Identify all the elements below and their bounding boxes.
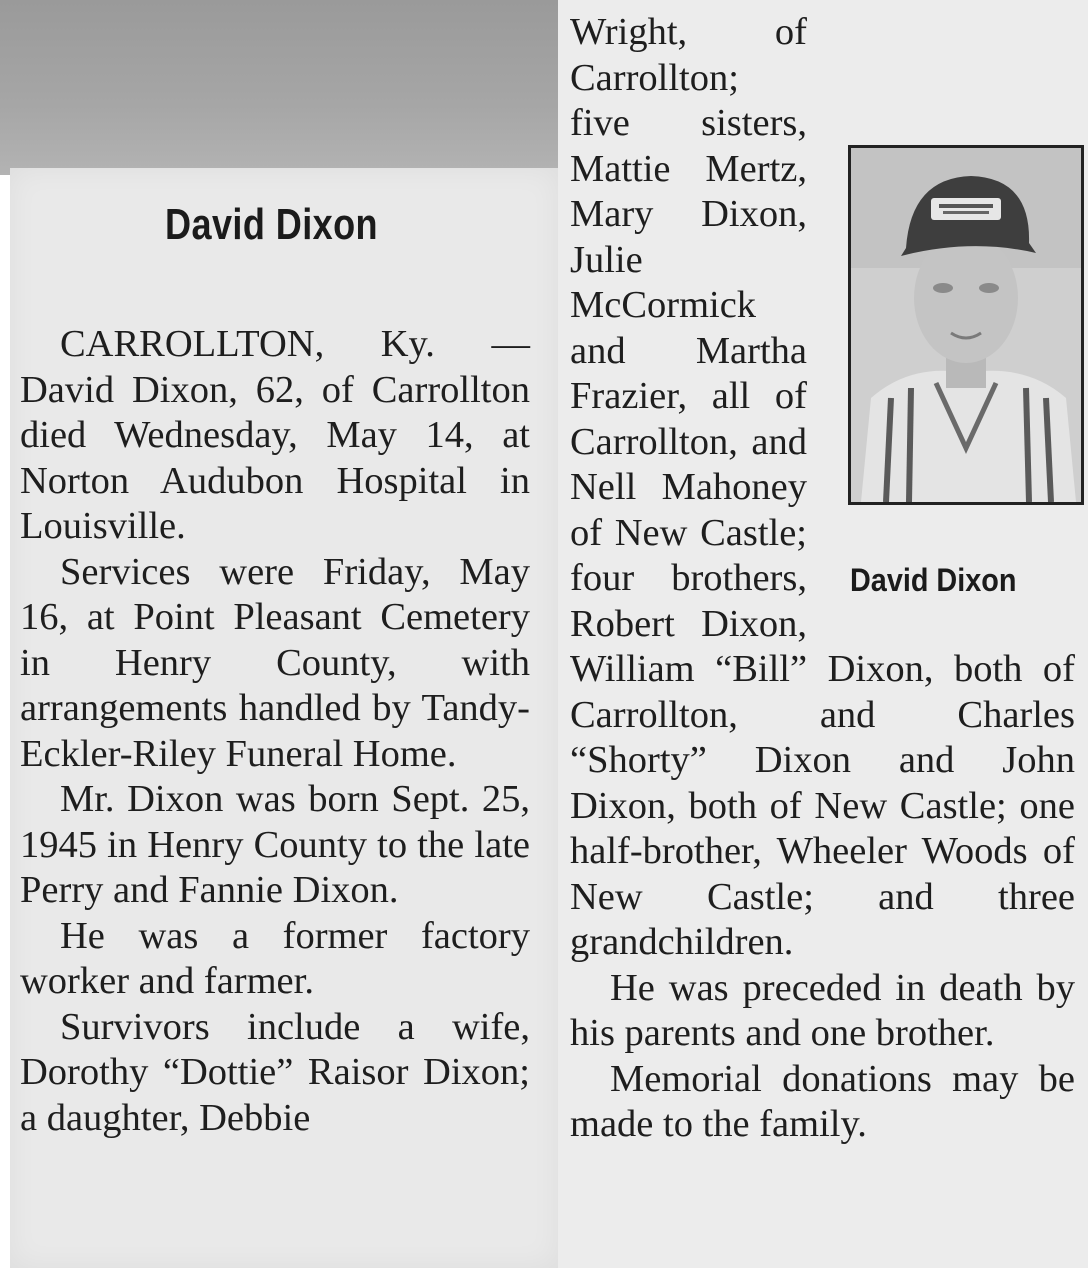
- portrait-photo: [848, 145, 1084, 505]
- paragraph-survivors-cont: Wright, of Carrollton; five sisters, Mattie Mertz, Mary Dixon, Julie McCormick and Martha Frazier, all of Carrollton, and Nell Mahoney of New Castle; four brothers, Robert Dixon, William “Bill” Dixon, both of Carrollton, and Charles “Shorty” Dixon and John Dixon, both of New Castle; one half-brother, Wheeler Woods of New Castle; and three grandchildren.: [570, 11, 1075, 963]
- scanner-shadow: [0, 0, 560, 175]
- paragraph-birth: Mr. Dixon was born Sept. 25, 1945 in Henry County to the late Perry and Fannie Dixon.: [20, 778, 530, 911]
- paragraph-occupation: He was a former factory worker and farmer.: [20, 914, 530, 1002]
- paragraph-memorial: Memorial donations may be made to the family.: [570, 1057, 1075, 1145]
- obituary-column-left: [20, 322, 530, 1141]
- photo-caption: David Dixon: [850, 562, 1017, 598]
- paragraph-dateline: CARROLLTON, Ky. — David Dixon, 62, of Carrollton died Wednesday, May 14, at Norton Audubon Hospital in Louisville.: [20, 323, 530, 547]
- paragraph-survivors-start: Survivors include a wife, Dorothy “Dottie” Raisor Dixon; a daughter, Debbie: [20, 1005, 530, 1139]
- portrait-icon: [851, 148, 1081, 502]
- obituary-title: David Dixon: [165, 200, 379, 249]
- paragraph-services: Services were Friday, May 16, at Point Pleasant Cemetery in Henry County, with arrangements handled by Tandy-Eckler-Riley Funeral Home.: [20, 550, 530, 775]
- paragraph-preceded: He was preceded in death by his parents and one brother.: [570, 966, 1075, 1054]
